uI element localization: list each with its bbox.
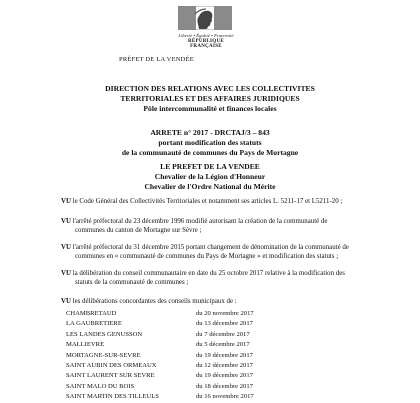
arrete-subject-2: de la communauté de communes du Pays de Mortagne [121,148,299,157]
republique-francaise-label: RÉPUBLIQUE FRANÇAISE [187,39,225,49]
vu-label: VU [61,244,71,251]
deliberation-date: du 16 novembre 2017 [196,393,254,401]
vu-text: les délibérations concordantes des conseils municipaux de : [70,298,237,305]
arrete-heading [0,128,420,158]
list-item [66,319,306,329]
vu-text: l'arrêté préfectoral du 23 décembre 1996 modifié autorisant la création de la communauté de [70,218,328,225]
direction-line-3: Pôle intercommunalité et finances locales [143,104,277,113]
prefecture-name: PRÉFET DE LA VENDÉE [119,56,194,63]
municipality-name: LA GAUBRETIERE [66,320,122,328]
vu-text: l'arrêté préfectoral du 31 décembre 2015 portant changement de dénomination de la communauté de [70,244,349,251]
direction-line-1: DIRECTION DES RELATIONS AVEC LES COLLECTIVITES [105,84,315,93]
tricolor-flag-icon [178,6,232,30]
vu-clause [61,243,399,261]
prefet-heading [0,162,420,192]
list-item [66,361,306,371]
deliberation-date: du 5 décembre 2017 [196,341,250,349]
vu-clause [61,217,399,235]
municipalities-list [66,309,306,403]
list-item [66,392,306,402]
deliberation-date: du 20 novembre 2017 [196,310,254,317]
deliberation-date: du 19 décembre 2017 [196,372,253,380]
direction-line-2: TERRITORIALES ET DES AFFAIRES JURIDIQUES [120,94,300,103]
list-item [66,382,306,392]
prefet-honour-1: Chevalier de la Légion d'Honneur [154,172,266,181]
municipality-name: SAINT LAURENT SUR SEVRE [66,372,155,380]
vu-clause [61,297,399,306]
municipality-name: SAINT MARTIN DES TILLEULS [66,393,159,401]
marianne-logo [178,6,234,49]
municipality-name: CHAMBRETAUD [66,310,117,317]
vu-label: VU [61,270,71,277]
vu-text-continued: communes en « communauté de communes du Pays de Mortagne » et modification des statuts ; [75,253,339,260]
vu-label: VU [61,198,71,205]
list-item [66,330,306,340]
prefet-honour-2: Chevalier de l'Ordre National du Mérite [144,182,276,191]
deliberation-date: du 19 décembre 2017 [196,351,253,359]
deliberation-date: du 12 décembre 2017 [196,361,253,369]
deliberation-date: du 18 décembre 2017 [196,382,253,390]
vu-label: VU [61,298,71,305]
republic-motto: Liberté • Égalité • Fraternité [178,33,234,38]
vu-text-continued: communes du canton de Mortagne sur Sèvre ; [75,227,202,234]
prefet-title: LE PREFET DE LA VENDEE [160,162,260,171]
marianne-profile-icon [190,8,220,30]
vu-clause [61,269,399,287]
arrete-number: ARRETE n° 2017 - DRCTAJ/3 – 843 [150,128,270,137]
municipality-name: SAINT AUBIN DES ORMEAUX [66,361,157,369]
deliberation-date: du 13 décembre 2017 [196,320,253,328]
vu-clause [61,197,399,206]
list-item [66,340,306,350]
vu-text-continued: statuts de la communauté de communes ; [75,279,189,286]
list-item [66,351,306,361]
municipality-name: SAINT MALO DU BOIS [66,382,135,390]
arrete-subject-1: portant modification des statuts [158,138,262,147]
vu-text: le Code Général des Collectivités Territoriales et notamment ses articles L. 5211-17 et L5211-20 ; [70,198,343,205]
municipality-name: MORTAGNE-SUR-SEVRE [66,351,141,359]
municipality-name: MALLIEVRE [66,341,105,349]
vu-label: VU [61,218,71,225]
municipality-name: LES LANDES GENUSSON [66,330,143,338]
deliberation-date: du 7 décembre 2017 [196,330,250,338]
list-item [66,309,306,319]
list-item [66,371,306,381]
direction-heading [0,84,420,114]
vu-text: la délibération du conseil communautaire en date du 25 octobre 2017 relative à la modification des [70,270,345,277]
